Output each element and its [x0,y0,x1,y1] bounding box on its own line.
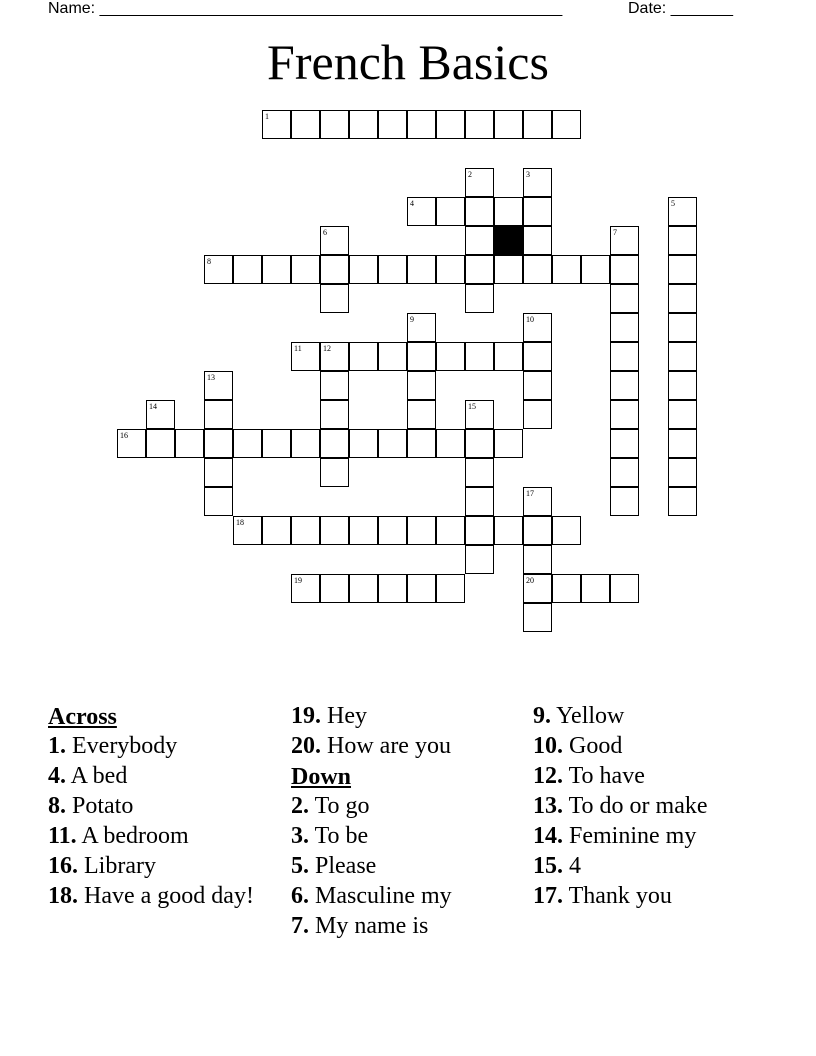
clue-item [48,853,283,879]
cell[interactable] [523,255,552,284]
clue-number: 10 [526,315,534,324]
cell-8[interactable] [204,255,233,284]
cell[interactable] [494,516,523,545]
cell-15[interactable] [465,400,494,429]
clue-text: Everybody [66,733,178,759]
cell[interactable] [407,429,436,458]
cell-9[interactable] [407,313,436,342]
cell[interactable] [465,342,494,371]
cell[interactable] [610,400,639,429]
clue-number-label: 17. [533,883,563,909]
cell[interactable] [262,516,291,545]
clue-number-label: 4. [48,763,66,789]
clue-number: 13 [207,373,215,382]
cell[interactable] [378,255,407,284]
clue-number-label: 8. [48,793,66,819]
clue-item [533,883,768,909]
cell[interactable] [436,342,465,371]
clue-text: To go [309,793,370,819]
clue-number-label: 20. [291,733,321,759]
cell[interactable] [668,226,697,255]
cell[interactable] [349,574,378,603]
clue-number: 7 [613,228,617,237]
cell[interactable] [436,516,465,545]
cell[interactable] [349,255,378,284]
cell[interactable] [407,371,436,400]
cell-4[interactable] [407,197,436,226]
cell[interactable] [378,516,407,545]
cell[interactable] [320,255,349,284]
down-heading: Down [291,764,352,790]
clue-number: 6 [323,228,327,237]
cell[interactable] [204,487,233,516]
clue-item [533,733,768,759]
cell[interactable] [523,371,552,400]
clue-number: 5 [671,199,675,208]
clue-number: 12 [323,344,331,353]
cell[interactable] [291,429,320,458]
clue-number: 1 [265,112,269,121]
clue-column-3 [533,703,768,913]
clue-number: 15 [468,402,476,411]
cell[interactable] [610,574,639,603]
cell[interactable] [204,458,233,487]
cell[interactable] [610,342,639,371]
cell[interactable] [378,342,407,371]
clue-number-label: 19. [291,703,321,729]
clue-text: How are you [321,733,451,759]
cell[interactable] [668,429,697,458]
cell-17[interactable] [523,487,552,516]
cell[interactable] [320,400,349,429]
clue-text: Good [563,733,623,759]
cell[interactable] [378,574,407,603]
cell[interactable] [552,110,581,139]
clue-number: 14 [149,402,157,411]
cell[interactable] [523,342,552,371]
cell[interactable] [610,429,639,458]
clue-number-label: 16. [48,853,78,879]
clue-text: My name is [309,913,429,939]
cell[interactable] [349,110,378,139]
clue-text: Thank you [563,883,672,909]
clue-number: 11 [294,344,302,353]
cell[interactable] [320,284,349,313]
clue-item [291,883,526,909]
cell-7[interactable] [610,226,639,255]
cell-14[interactable] [146,400,175,429]
cell[interactable] [407,516,436,545]
page-title: French Basics [267,34,549,90]
clue-item [291,823,526,849]
cell-1[interactable] [262,110,291,139]
cell[interactable] [436,255,465,284]
cell[interactable] [668,400,697,429]
cell[interactable] [581,574,610,603]
clue-item [291,853,526,879]
cell[interactable] [465,284,494,313]
cell[interactable] [320,516,349,545]
cell[interactable] [523,197,552,226]
clue-number-label: 14. [533,823,563,849]
clue-text: Please [309,853,377,879]
cell[interactable] [436,110,465,139]
cell[interactable] [407,574,436,603]
clue-number-label: 13. [533,793,563,819]
clue-item [291,733,526,759]
clue-number-label: 3. [291,823,309,849]
cell-20[interactable] [523,574,552,603]
clue-number: 4 [410,199,414,208]
cell[interactable] [465,429,494,458]
clue-item [533,793,768,819]
cell[interactable] [465,487,494,516]
clue-number-label: 18. [48,883,78,909]
clue-number: 17 [526,489,534,498]
cell[interactable] [378,110,407,139]
cell[interactable] [465,197,494,226]
cell-19[interactable] [291,574,320,603]
cell[interactable] [610,313,639,342]
cell[interactable] [320,458,349,487]
cell[interactable] [349,516,378,545]
cell[interactable] [320,371,349,400]
cell-16[interactable] [117,429,146,458]
cell[interactable] [668,284,697,313]
cell[interactable] [320,429,349,458]
cell-18[interactable] [233,516,262,545]
cell[interactable] [262,429,291,458]
clue-item [533,853,768,879]
cell[interactable] [494,255,523,284]
clue-number: 18 [236,518,244,527]
cell[interactable] [668,313,697,342]
clue-number-label: 5. [291,853,309,879]
clue-number-label: 7. [291,913,309,939]
clue-text: To have [563,763,645,789]
clue-item [48,823,283,849]
clue-item [48,763,283,789]
cell[interactable] [349,429,378,458]
clue-number-label: 12. [533,763,563,789]
cell[interactable] [610,255,639,284]
cell-3[interactable] [523,168,552,197]
clue-number-label: 1. [48,733,66,759]
cell-10[interactable] [523,313,552,342]
clue-text: To be [309,823,369,849]
cell-11[interactable] [291,342,320,371]
clue-item [48,733,283,759]
clue-number-label: 9. [533,703,551,729]
cell[interactable] [610,487,639,516]
cell-2[interactable] [465,168,494,197]
cell[interactable] [465,110,494,139]
clue-text: Hey [321,703,367,729]
cell[interactable] [436,197,465,226]
clue-number-label: 6. [291,883,309,909]
cell-13[interactable] [204,371,233,400]
cell[interactable] [465,516,494,545]
clue-number: 8 [207,257,211,266]
cell[interactable] [523,516,552,545]
cell[interactable] [494,429,523,458]
cell[interactable] [494,342,523,371]
cell[interactable] [407,400,436,429]
cell[interactable] [523,603,552,632]
clue-item [48,793,283,819]
date-field[interactable]: Date: _______ [628,0,733,17]
cell[interactable] [610,371,639,400]
across-heading: Across [48,704,117,730]
clue-item [48,883,283,909]
cell[interactable] [291,110,320,139]
cell[interactable] [668,458,697,487]
cell[interactable] [436,574,465,603]
cell[interactable] [320,110,349,139]
clue-number-label: 15. [533,853,563,879]
cell[interactable] [494,197,523,226]
clue-text: A bed [66,763,128,789]
cell[interactable] [552,255,581,284]
clue-item [533,703,768,729]
cell[interactable] [465,255,494,284]
cell[interactable] [320,574,349,603]
cell[interactable] [407,255,436,284]
name-field[interactable]: Name: ____________________________________________________ [48,0,563,17]
cell[interactable] [262,255,291,284]
cell[interactable] [523,400,552,429]
cell[interactable] [175,429,204,458]
clue-column-2 [291,703,526,943]
clue-number-label: 11. [48,823,77,849]
clue-text: To do or make [563,793,708,819]
cell[interactable] [204,400,233,429]
cell[interactable] [610,284,639,313]
cell[interactable] [581,255,610,284]
cell[interactable] [523,545,552,574]
cell[interactable] [291,255,320,284]
cell[interactable] [349,342,378,371]
cell[interactable] [407,110,436,139]
clue-number: 16 [120,431,128,440]
cell[interactable] [668,371,697,400]
clue-number: 20 [526,576,534,585]
cell[interactable] [523,226,552,255]
clue-column-1 [48,703,283,913]
cell[interactable] [610,458,639,487]
cell[interactable] [291,516,320,545]
clue-number-label: 10. [533,733,563,759]
clue-text: Potato [66,793,134,819]
clue-item [291,913,526,939]
cell[interactable] [407,342,436,371]
cell[interactable] [233,429,262,458]
clue-number: 19 [294,576,302,585]
black-cell [494,226,523,255]
cell[interactable] [146,429,175,458]
cell[interactable] [668,342,697,371]
cell[interactable] [552,574,581,603]
clue-number: 3 [526,170,530,179]
clue-item [291,703,526,729]
cell-6[interactable] [320,226,349,255]
clue-text: A bedroom [76,823,189,849]
clue-item [533,823,768,849]
cell-12[interactable] [320,342,349,371]
cell[interactable] [668,487,697,516]
cell-5[interactable] [668,197,697,226]
cell[interactable] [494,110,523,139]
cell[interactable] [233,255,262,284]
clue-text: Feminine my [563,823,697,849]
cell[interactable] [436,429,465,458]
cell[interactable] [668,255,697,284]
clue-text: Yellow [551,703,625,729]
cell[interactable] [465,545,494,574]
clue-number: 9 [410,315,414,324]
clue-number-label: 2. [291,793,309,819]
cell[interactable] [523,110,552,139]
clue-text: Have a good day! [78,883,254,909]
clue-text: 4 [563,853,581,879]
cell[interactable] [465,226,494,255]
cell[interactable] [204,429,233,458]
clue-text: Library [78,853,156,879]
clue-item [533,763,768,789]
clue-number: 2 [468,170,472,179]
cell[interactable] [552,516,581,545]
cell[interactable] [378,429,407,458]
clue-text: Masculine my [309,883,452,909]
clue-item [291,793,526,819]
cell[interactable] [465,458,494,487]
